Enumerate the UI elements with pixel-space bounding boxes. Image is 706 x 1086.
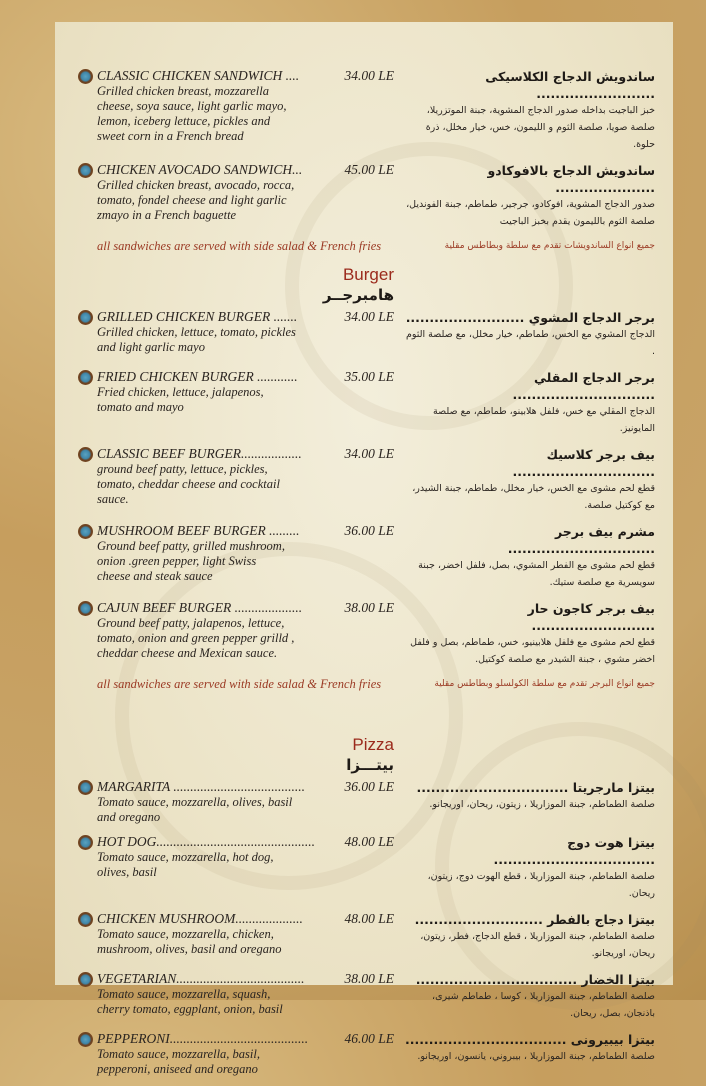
menu-item-price: 36.00 LE [344, 779, 394, 794]
menu-item-description: tomato, onion and green pepper grilld , [97, 631, 295, 645]
menu-item-title: MUSHROOM BEEF BURGER ......... [97, 523, 300, 538]
section-title-en: Pizza [352, 735, 394, 754]
menu-item-description: ground beef patty, lettuce, pickles, [97, 462, 268, 476]
menu-item-english [97, 309, 330, 355]
menu-item-arabic [405, 446, 655, 514]
menu-item-description: and oregano [97, 810, 161, 824]
menu-item-arabic [405, 68, 655, 153]
menu-item-description: and light garlic mayo [97, 340, 205, 354]
menu-content [70, 68, 655, 1086]
menu-item-english [97, 779, 330, 825]
section-title [97, 734, 394, 775]
menu-item-description-ar: اخضر مشوي ، جبنة الشيدر مع صلصة كوكتيل. [475, 654, 655, 665]
menu-item-description: lemon, iceberg lettuce, pickles and [97, 114, 271, 128]
served-with-note-ar: جميع انواع الساندويشات تقدم مع سلطة وبطاطس مقلية [444, 241, 655, 251]
menu-item [70, 309, 655, 360]
menu-item [70, 162, 655, 230]
menu-item-description-ar: صلصة الطماطم، جبنة الموزاريلا ، قطع الدجاج، فطر، زيتون، [420, 931, 655, 942]
menu-item [70, 971, 655, 1022]
menu-item [70, 600, 655, 668]
menu-item-description-ar: صلصة الطماطم، جبنة الموزاريلا ، بيبروني، يانسون، اوريجانو. [417, 1051, 655, 1062]
menu-item-description: Tomato sauce, mozzarella, chicken, [97, 927, 274, 941]
section-title-ar: بيتـــزا [346, 756, 394, 774]
menu-item-description: tomato, cheddar cheese and cocktail [97, 477, 280, 491]
menu-item-description: Tomato sauce, mozzarella, squash, [97, 987, 271, 1001]
menu-item [70, 369, 655, 437]
menu-item-arabic [405, 600, 655, 668]
menu-item-description-ar: خبز الباجيت بداخله صدور الدجاج المشوية، جبنة الموتزريلا، [426, 105, 655, 116]
menu-item-title-ar: بيتزا دجاج بالفطر ........................... [414, 912, 655, 927]
menu-item-description: cherry tomato, eggplant, onion, basil [97, 1002, 283, 1016]
menu-item-price: 46.00 LE [344, 1031, 394, 1046]
menu-item-arabic [405, 523, 655, 591]
menu-item-arabic [405, 162, 655, 230]
blue-medallion-icon [78, 835, 93, 850]
menu-item-description: tomato and mayo [97, 400, 184, 414]
menu-item-price: 45.00 LE [344, 162, 394, 177]
menu-item-description: Ground beef patty, grilled mushroom, [97, 539, 285, 553]
menu-item-description-ar: صلصة الثوم بالليمون يقدم بخبز الباجيت [499, 216, 655, 227]
blue-medallion-icon [78, 69, 93, 84]
menu-item-english [97, 162, 330, 223]
menu-item-title-ar: بيف برجر كلاسيك .............................. [512, 447, 655, 479]
menu-item-description-ar: صلصة صويا، صلصة الثوم و الليمون، خس، خيار مخلل، ذرة حلوة. [425, 122, 655, 150]
menu-item-title-ar: مشرم بيف برجر ............................... [507, 524, 655, 556]
blue-medallion-icon [78, 1032, 93, 1047]
blue-medallion-icon [78, 601, 93, 616]
menu-item-description: Fried chicken, lettuce, jalapenos, [97, 385, 264, 399]
menu-item-description: Tomato sauce, mozzarella, olives, basil [97, 795, 293, 809]
menu-item-title: CLASSIC BEEF BURGER.................. [97, 446, 302, 461]
menu-item-description: sauce. [97, 492, 129, 506]
menu-item-description-ar: مع كوكتيل صلصة. [584, 500, 655, 511]
menu-item-english [97, 369, 330, 415]
menu-item-description: Grilled chicken breast, mozzarella [97, 84, 269, 98]
menu-item [70, 911, 655, 962]
menu-item-arabic [405, 911, 655, 962]
menu-item-english [97, 1031, 330, 1077]
menu-item-english [97, 523, 330, 584]
served-with-note: all sandwiches are served with side salad & French fries [97, 677, 382, 691]
menu-item-description-ar: ريحان، اوريجانو. [591, 948, 655, 959]
served-with-note-row [70, 239, 655, 254]
menu-item-title: MARGARITA ....................................... [97, 779, 305, 794]
menu-item-price: 35.00 LE [344, 369, 394, 384]
served-with-note-ar: جميع انواع البرجر تقدم مع سلطة الكولسلو وبطاطس مقلية [434, 679, 655, 689]
menu-item-arabic [405, 1031, 655, 1065]
blue-medallion-icon [78, 447, 93, 462]
menu-item-title-ar: بيف برجر كاجون حار .......................... [527, 601, 655, 633]
menu-item-description: Tomato sauce, mozzarella, hot dog, [97, 850, 274, 864]
menu-item-english [97, 834, 330, 880]
menu-item-title: CAJUN BEEF BURGER .................... [97, 600, 303, 615]
menu-item-title: PEPPERONI......................................... [97, 1031, 309, 1046]
menu-item [70, 68, 655, 153]
menu-item-description: Ground beef patty, jalapenos, lettuce, [97, 616, 285, 630]
blue-medallion-icon [78, 163, 93, 178]
menu-item-english [97, 600, 330, 661]
menu-item-description-ar: سويسرية مع صلصة ستيك. [549, 577, 655, 588]
menu-item-title: CHICKEN MUSHROOM.................... [97, 911, 303, 926]
menu-item-arabic [405, 971, 655, 1022]
menu-item-description-ar: صلصة الطماطم، جبنة الموزاريلا ، قطع الهوت دوج، زيتون، ريحان. [427, 871, 655, 899]
menu-item-title-ar: بيتزا الخضار .................................. [415, 972, 655, 987]
section-header [70, 264, 655, 305]
menu-item-title: HOT DOG............................................... [97, 834, 316, 849]
menu-item-description-ar: الدجاج المقلي مع خس، فلفل هلابينو، طماطم، مع صلصة [433, 406, 655, 417]
menu-item-description: Grilled chicken breast, avocado, rocca, [97, 178, 295, 192]
menu-item-description: cheddar cheese and Mexican sauce. [97, 646, 278, 660]
menu-item-title-ar: بيتزا هوت دوج .................................. [493, 835, 655, 867]
menu-item-english [97, 911, 330, 957]
menu-item-english [97, 446, 330, 507]
menu-item-price: 38.00 LE [344, 600, 394, 615]
menu-item-price: 48.00 LE [344, 834, 394, 849]
menu-item-description: tomato, fondel cheese and light garlic [97, 193, 287, 207]
menu-item-price: 34.00 LE [344, 68, 394, 83]
menu-item-description-ar: باذنجان، بصل، ريحان. [570, 1008, 655, 1019]
menu-item-price: 34.00 LE [344, 446, 394, 461]
menu-item-title-ar: برجر الدجاج المقلي .............................. [512, 370, 655, 402]
menu-item-description: Grilled chicken, lettuce, tomato, pickles [97, 325, 296, 339]
section-header [70, 734, 655, 775]
menu-item-description: pepperoni, aniseed and oregano [97, 1062, 258, 1076]
blue-medallion-icon [78, 524, 93, 539]
menu-item-title-ar: ساندويش الدجاج بالافوكادو ..................... [487, 163, 655, 195]
menu-item-description-ar: المايونيز. [619, 423, 655, 434]
menu-item-title: VEGETARIAN...................................... [97, 971, 305, 986]
menu-item-description: cheese, soya sauce, light garlic mayo, [97, 99, 287, 113]
menu-item-description: olives, basil [97, 865, 157, 879]
menu-item-price: 48.00 LE [344, 911, 394, 926]
menu-item-description: onion .green pepper, light Swiss [97, 554, 257, 568]
menu-item-description: Tomato sauce, mozzarella, basil, [97, 1047, 260, 1061]
menu-item-arabic [405, 369, 655, 437]
menu-item-title: CHICKEN AVOCADO SANDWICH... [97, 162, 303, 177]
menu-item-english [97, 971, 330, 1017]
menu-item-description-ar: صدور الدجاج المشوية، افوكادو، جرجير، طماطم، جبنة الفونديل، [406, 199, 655, 210]
blue-medallion-icon [78, 912, 93, 927]
menu-item-description-ar: الدجاج المشوي مع الخس، طماطم، خيار مخلل، مع صلصة الثوم . [405, 329, 655, 357]
menu-item [70, 446, 655, 514]
menu-item [70, 523, 655, 591]
served-with-note-row [70, 677, 655, 692]
menu-item-price: 34.00 LE [344, 309, 394, 324]
menu-item-title-ar: بيتزا مارجريتا ................................ [416, 780, 655, 795]
menu-item-title-ar: ساندويش الدجاج الكلاسيكى ......................... [485, 69, 655, 101]
section-title [97, 264, 394, 305]
menu-item [70, 779, 655, 825]
menu-item-title-ar: برجر الدجاج المشوي ......................... [405, 310, 655, 325]
section-spacer [70, 702, 655, 728]
menu-item-price: 36.00 LE [344, 523, 394, 538]
menu-item-title-ar: بيتزا بيبيرونى .................................. [405, 1032, 655, 1047]
menu-item-price: 38.00 LE [344, 971, 394, 986]
menu-item-description: cheese and steak sauce [97, 569, 213, 583]
served-with-note: all sandwiches are served with side salad & French fries [97, 239, 382, 253]
menu-item-description: mushroom, olives, basil and oregano [97, 942, 282, 956]
menu-item-title: FRIED CHICKEN BURGER ............ [97, 369, 298, 384]
blue-medallion-icon [78, 780, 93, 795]
menu-item-arabic [405, 779, 655, 813]
menu-item-description-ar: قطع لحم مشوى مع الفطر المشوي، بصل، فلفل اخضر، جبنة [418, 560, 655, 571]
menu-item-description-ar: قطع لحم مشوى مع الخس، خيار مخلل، طماطم، جبنة الشيدر، [412, 483, 655, 494]
menu-item-arabic [405, 834, 655, 902]
menu-item-description: sweet corn in a French bread [97, 129, 244, 143]
menu-item-title: GRILLED CHICKEN BURGER ....... [97, 309, 298, 324]
menu-item-description-ar: قطع لحم مشوى مع فلفل هلابينيو، خس، طماطم، بصل و فلفل [410, 637, 655, 648]
blue-medallion-icon [78, 310, 93, 325]
menu-item-description-ar: صلصة الطماطم، جبنة الموزاريلا ، كوسا ، طماطم شيرى، [432, 991, 655, 1002]
section-title-ar: هامبرجــر [322, 286, 394, 304]
menu-item-english [97, 68, 330, 144]
menu-item-title: CLASSIC CHICKEN SANDWICH .... [97, 68, 300, 83]
section-title-en: Burger [342, 265, 394, 284]
menu-item-description: zmayo in a French baguette [97, 208, 237, 222]
menu-item-arabic [405, 309, 655, 360]
blue-medallion-icon [78, 972, 93, 987]
menu-item [70, 834, 655, 902]
menu-item-description-ar: صلصة الطماطم، جبنة الموزاريلا ، زيتون، ريحان، اوريجانو. [429, 799, 655, 810]
blue-medallion-icon [78, 370, 93, 385]
menu-item [70, 1031, 655, 1077]
